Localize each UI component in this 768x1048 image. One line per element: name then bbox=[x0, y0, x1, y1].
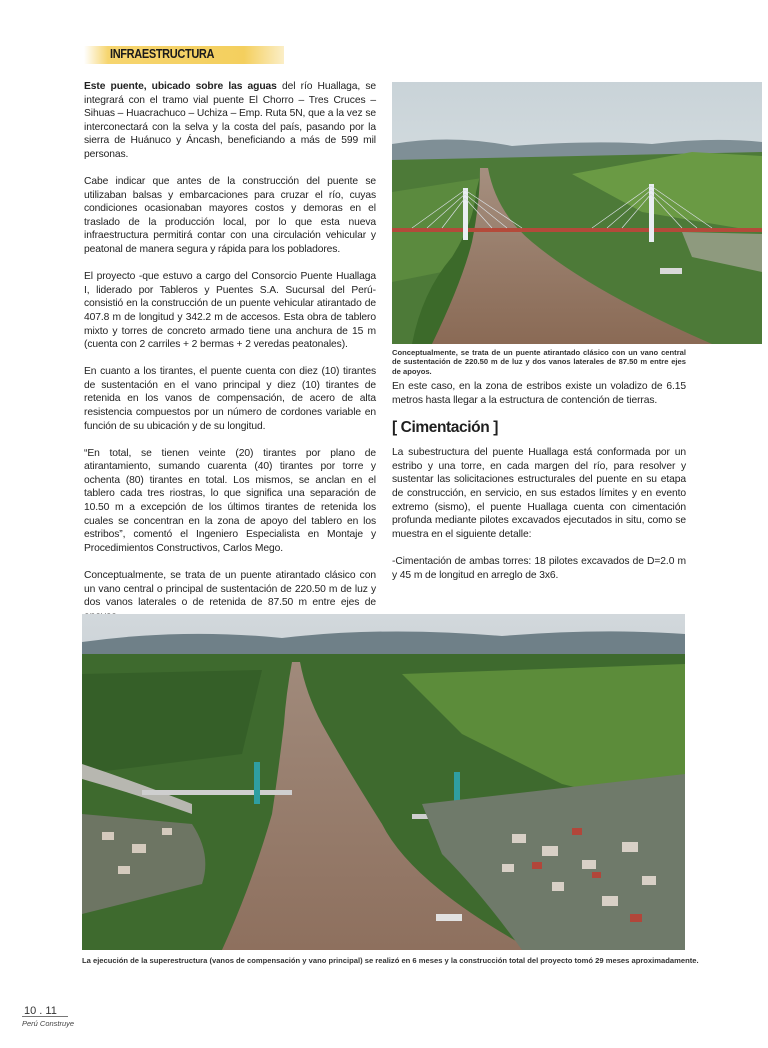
paragraph-1-body: del río Huallaga, se integrará con el tramo vial puente El Chorro – Tres Cruces – Sihuas – Huacrachuco – Uchiza – Emp. Ruta 5N, que a la vez se interconectará con la selva y la costa del país, pasando por la sierra de Huánuco y Áncash, beneficiando a más de 599 mil personas. bbox=[84, 81, 377, 160]
page-number: 10 . 11 bbox=[24, 1005, 57, 1017]
left-column bbox=[84, 80, 376, 637]
paragraph-9: -Cimentación de ambas torres: 18 pilotes excavados de D=2.0 m y 45 m de longitud en arreglo de 3x6. bbox=[392, 555, 686, 581]
paragraph-3: El proyecto -que estuvo a cargo del Consorcio Puente Huallaga I, liderado por Tableros y Puentes S.A. Sucursal del Perú- consistió en la construcción de un puente vehicular atirantado de 407.8 m de longitud y 342.2 m de accesos. Esta obra de tablero mixto y torres de concreto armado tiene una anchura de 15 m (cuenta con 2 carriles + 2 bermas + 2 veredas peatonales). bbox=[84, 271, 376, 351]
photo-caption-1: Conceptualmente, se trata de un puente atirantado clásico con un vano central de sustentación de 220.50 m de luz y dos vanos laterales de 87.50 m entre ejes de apoyos. bbox=[392, 348, 686, 376]
paragraph-5: “En total, se tienen veinte (20) tirantes por plano de atirantamiento, sumando cuarenta (40) tirantes por torre y ochenta (80) tirantes en total. Los mismos, se anclan en el tablero cada tres riostras, lo que significa una separación de 10.50 m a excepción de los últimos tirantes de retenida los cuales se concentran en la zona de apoyo del tablero en los estribos”, comentó el Ingeniero Especialista en Montaje y Procedimientos Constructivos, Carlos Mego. bbox=[84, 447, 376, 554]
section-label: INFRAESTRUCTURA bbox=[110, 47, 215, 61]
paragraph-7: En este caso, en la zona de estribos existe un voladizo de 6.15 metros hasta llegar a la estructura de contención de tierras. bbox=[392, 381, 686, 406]
paragraph-8: La subestructura del puente Huallaga está conformada por un estribo y una torre, en cada margen del río, para resolver y sustentar las solicitaciones estructurales del puente en su etapa de construcción, en servicio, en sus estados límites y en evento extremo (sismo), el puente Huallaga cuenta con cimentación profunda mediante pilotes excavados ejecutados in situ, como se muestra en el siguiente detalle: bbox=[392, 447, 686, 540]
photo-caption-2: La ejecución de la superestructura (vanos de compensación y vano principal) se realizó en 6 meses y la construcción total del proyecto tomó 29 meses aproximadamente. bbox=[82, 956, 699, 965]
section-tag bbox=[84, 46, 284, 64]
paragraph-1 bbox=[84, 80, 376, 162]
bridge-photo-aerial bbox=[82, 614, 685, 950]
magazine-name: Perú Construye bbox=[22, 1019, 75, 1028]
paragraph-4: En cuanto a los tirantes, el puente cuenta con diez (10) tirantes de sustentación en el vano principal y diez (10) tirantes de retenida en los vanos de compensación, de acero de alta resistencia compuestos por un número de cordones variable en función de su ubicación y de su longitud. bbox=[84, 366, 376, 432]
footer-divider bbox=[22, 1016, 68, 1017]
lead-in: Este puente, ubicado sobre las aguas bbox=[84, 81, 277, 92]
paragraph-6: Conceptualmente, se trata de un puente atirantado clásico con un vano central o principal de sustentación de 220.50 m de luz y dos vanos laterales o de retenida de 87.50 m entre ejes de bbox=[84, 569, 376, 609]
bridge-photo-river-view bbox=[392, 82, 762, 344]
paragraph-2: Cabe indicar que antes de la construcción del puente se utilizaban balsas y embarcaciones para cruzar el río, cuyas condiciones ocasionaban mayores costos y demoras en el traslado de la producción local, por lo que esta nueva infraestructura permitirá contar con una circulación vehicular y peatonal de manera segura y rápida para los pobladores. bbox=[84, 176, 376, 256]
right-column bbox=[392, 380, 686, 596]
section-heading-cimentacion: [ Cimentación ] bbox=[392, 418, 498, 436]
